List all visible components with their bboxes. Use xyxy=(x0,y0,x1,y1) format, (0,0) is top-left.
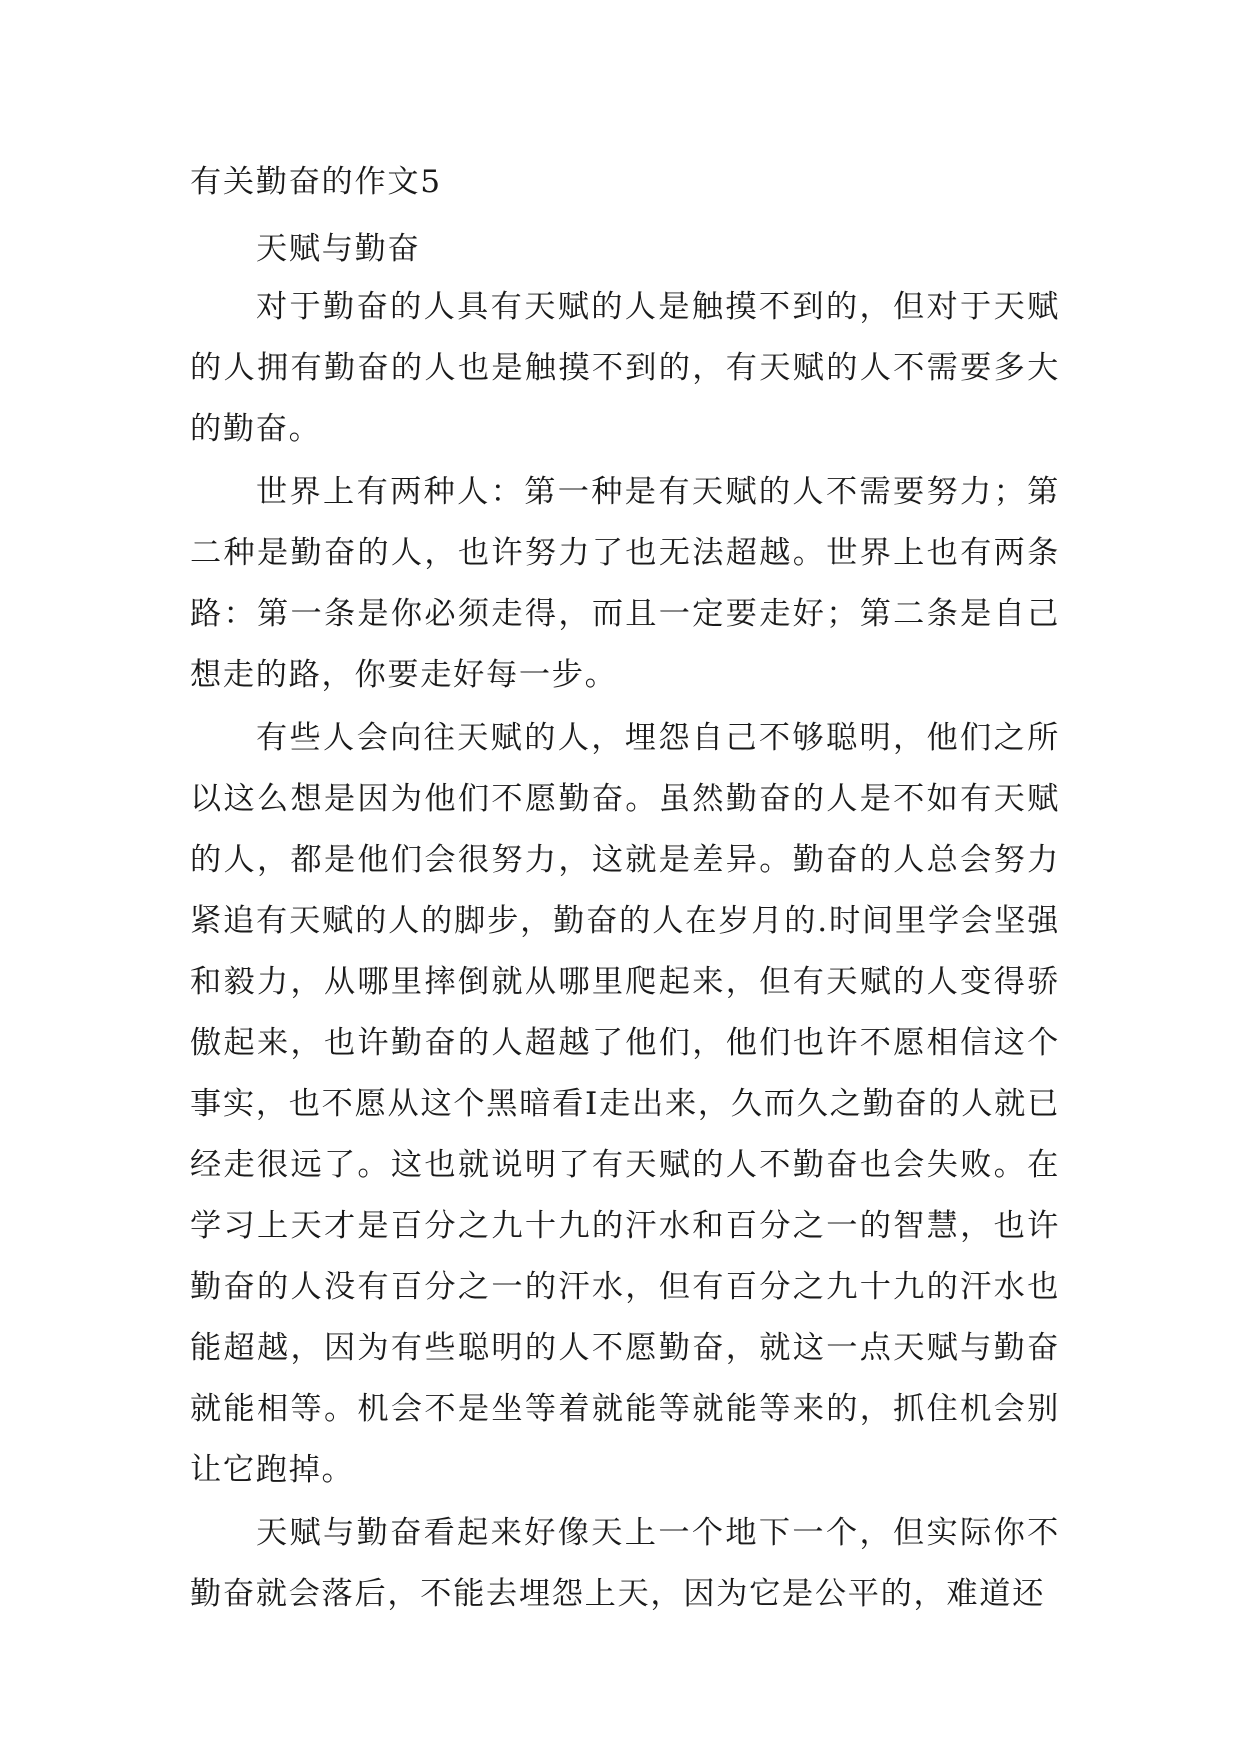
paragraph-1: 对于勤奋的人具有天赋的人是触摸不到的，但对于天赋的人拥有勤奋的人也是触摸不到的，有天赋的人不需要多大的勤奋。 xyxy=(190,289,1060,447)
document-page xyxy=(190,162,1060,1625)
paragraph-4: 天赋与勤奋看起来好像天上一个地下一个，但实际你不勤奋就会落后，不能去埋怨上天，因为它是公平的，难道还 xyxy=(190,1515,1060,1612)
paragraph-3: 有些人会向往天赋的人，埋怨自己不够聪明，他们之所以这么想是因为他们不愿勤奋。虽然勤奋的人是不如有天赋的人，都是他们会很努力，这就是差异。勤奋的人总会努力紧追有天赋的人的脚步，勤奋的人在岁月的.时间里学会坚强和毅力，从哪里摔倒就从哪里爬起来，但有天赋的人变得骄傲起来，也许勤奋的人超越了他们，他们也许不愿相信这个事实，也不愿从这个黑暗看Ⅰ走出来，久而久之勤奋的人就已经走很远了。这也就说明了有天赋的人不勤奋也会失败。在学习上天才是百分之九十九的汗水和百分之一的智慧，也许勤奋的人没有百分之一的汗水，但有百分之九十九的汗水也能超越，因为有些聪明的人不愿勤奋，就这一点天赋与勤奋就能相等。机会不是坐等着就能等就能等来的，抓住机会别让它跑掉。 xyxy=(190,720,1060,1488)
essay-subtitle: 天赋与勤奋 xyxy=(256,231,421,267)
document-title: 有关勤奋的作文5 xyxy=(190,164,442,200)
essay-body xyxy=(190,277,1060,1625)
paragraph-2: 世界上有两种人：第一种是有天赋的人不需要努力；第二种是勤奋的人，也许努力了也无法超越。世界上也有两条路：第一条是你必须走得，而且一定要走好；第二条是自己想走的路，你要走好每一步。 xyxy=(190,474,1060,693)
